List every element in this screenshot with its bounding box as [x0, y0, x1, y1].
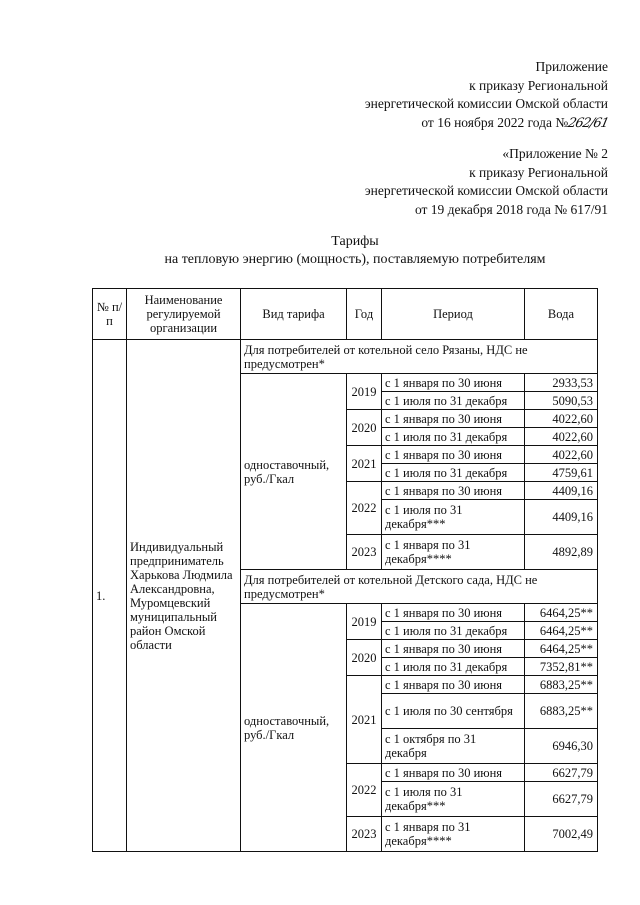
water-value: 5090,53 — [525, 392, 598, 410]
period-cell: с 1 июля по 31 декабря*** — [382, 500, 525, 535]
year-cell: 2021 — [347, 446, 382, 482]
order-date-text: от 16 ноября 2022 года № — [421, 114, 569, 130]
year-cell: 2019 — [347, 604, 382, 640]
document-subtitle: на тепловую энергию (мощность), поставляемую потребителям — [164, 252, 546, 267]
header-line: «Приложение № 2 — [502, 146, 608, 161]
appendix-header — [365, 58, 608, 133]
period-cell: с 1 января по 30 июня — [382, 410, 525, 428]
period-cell: с 1 июля по 31 декабря*** — [382, 782, 525, 817]
water-value: 4022,60 — [525, 410, 598, 428]
table-header-row — [93, 289, 598, 340]
year-cell: 2022 — [347, 482, 382, 535]
water-value: 6883,25** — [525, 676, 598, 694]
original-appendix-header — [365, 145, 608, 219]
period-cell: с 1 июля по 31 декабря — [382, 622, 525, 640]
water-value: 7352,81** — [525, 658, 598, 676]
period-cell: с 1 января по 30 июня — [382, 374, 525, 392]
period-cell: с 1 июля по 31 декабря — [382, 392, 525, 410]
water-value: 4022,60 — [525, 446, 598, 464]
tariff-type: одноставочный, руб./Гкал — [241, 374, 347, 570]
period-cell: с 1 января по 30 июня — [382, 676, 525, 694]
water-value: 6464,25** — [525, 622, 598, 640]
period-cell: с 1 июля по 31 декабря — [382, 658, 525, 676]
section-title-row — [93, 340, 598, 374]
year-cell: 2020 — [347, 640, 382, 676]
year-cell: 2019 — [347, 374, 382, 410]
water-value: 6464,25** — [525, 640, 598, 658]
header-line-order — [365, 114, 608, 134]
row-number: 1. — [93, 340, 127, 852]
header-line: энергетической комиссии Омской области — [364, 183, 608, 198]
water-value: 4759,61 — [525, 464, 598, 482]
period-cell: с 1 июля по 31 декабря — [382, 464, 525, 482]
water-value: 7002,49 — [525, 817, 598, 852]
year-cell: 2021 — [347, 676, 382, 764]
water-value: 4892,89 — [525, 535, 598, 570]
period-cell: с 1 октября по 31 декабря — [382, 729, 525, 764]
header-line: от 19 декабря 2018 года № 617/91 — [414, 201, 608, 217]
tariff-table — [92, 288, 598, 852]
header-line: к приказу Региональной — [469, 77, 608, 93]
water-value: 4409,16 — [525, 500, 598, 535]
period-cell: с 1 июля по 31 декабря — [382, 428, 525, 446]
header-period: Период — [382, 289, 525, 340]
year-cell: 2022 — [347, 764, 382, 817]
header-water: Вода — [525, 289, 598, 340]
section-title: Для потребителей от котельной село Рязаны, НДС не предусмотрен* — [241, 340, 598, 374]
water-value: 4022,60 — [525, 428, 598, 446]
header-organization: Наименование регулируемой организации — [127, 289, 241, 340]
header-num: № п/п — [93, 289, 127, 340]
water-value: 6946,30 — [525, 729, 598, 764]
header-line: энергетической комиссии Омской области — [364, 96, 608, 111]
section-title: Для потребителей от котельной Детского сада, НДС не предусмотрен* — [241, 570, 598, 604]
water-value: 6627,79 — [525, 782, 598, 817]
period-cell: с 1 июля по 30 сентября — [382, 694, 525, 729]
header-line: Приложение — [535, 59, 608, 74]
document-title: Тарифы — [331, 234, 379, 249]
handwritten-order-number: 262/61 — [566, 115, 610, 131]
period-cell: с 1 января по 30 июня — [382, 446, 525, 464]
header-year: Год — [347, 289, 382, 340]
water-value: 6883,25** — [525, 694, 598, 729]
period-cell: с 1 января по 31 декабря**** — [382, 817, 525, 852]
period-cell: с 1 января по 30 июня — [382, 604, 525, 622]
year-cell: 2020 — [347, 410, 382, 446]
header-line: к приказу Региональной — [469, 164, 608, 180]
tariff-type: одноставочный, руб./Гкал — [241, 604, 347, 852]
period-cell: с 1 января по 30 июня — [382, 482, 525, 500]
water-value: 6627,79 — [525, 764, 598, 782]
period-cell: с 1 января по 30 июня — [382, 640, 525, 658]
water-value: 6464,25** — [525, 604, 598, 622]
header-tariff-type: Вид тарифа — [241, 289, 347, 340]
year-cell: 2023 — [347, 535, 382, 570]
period-cell: с 1 января по 30 июня — [382, 764, 525, 782]
water-value: 4409,16 — [525, 482, 598, 500]
year-cell: 2023 — [347, 817, 382, 852]
water-value: 2933,53 — [525, 374, 598, 392]
period-cell: с 1 января по 31 декабря**** — [382, 535, 525, 570]
organization-name: Индивидуальный предприниматель Харькова Людмила Александровна, Муромцевский муниципальный район Омской области — [127, 340, 241, 852]
